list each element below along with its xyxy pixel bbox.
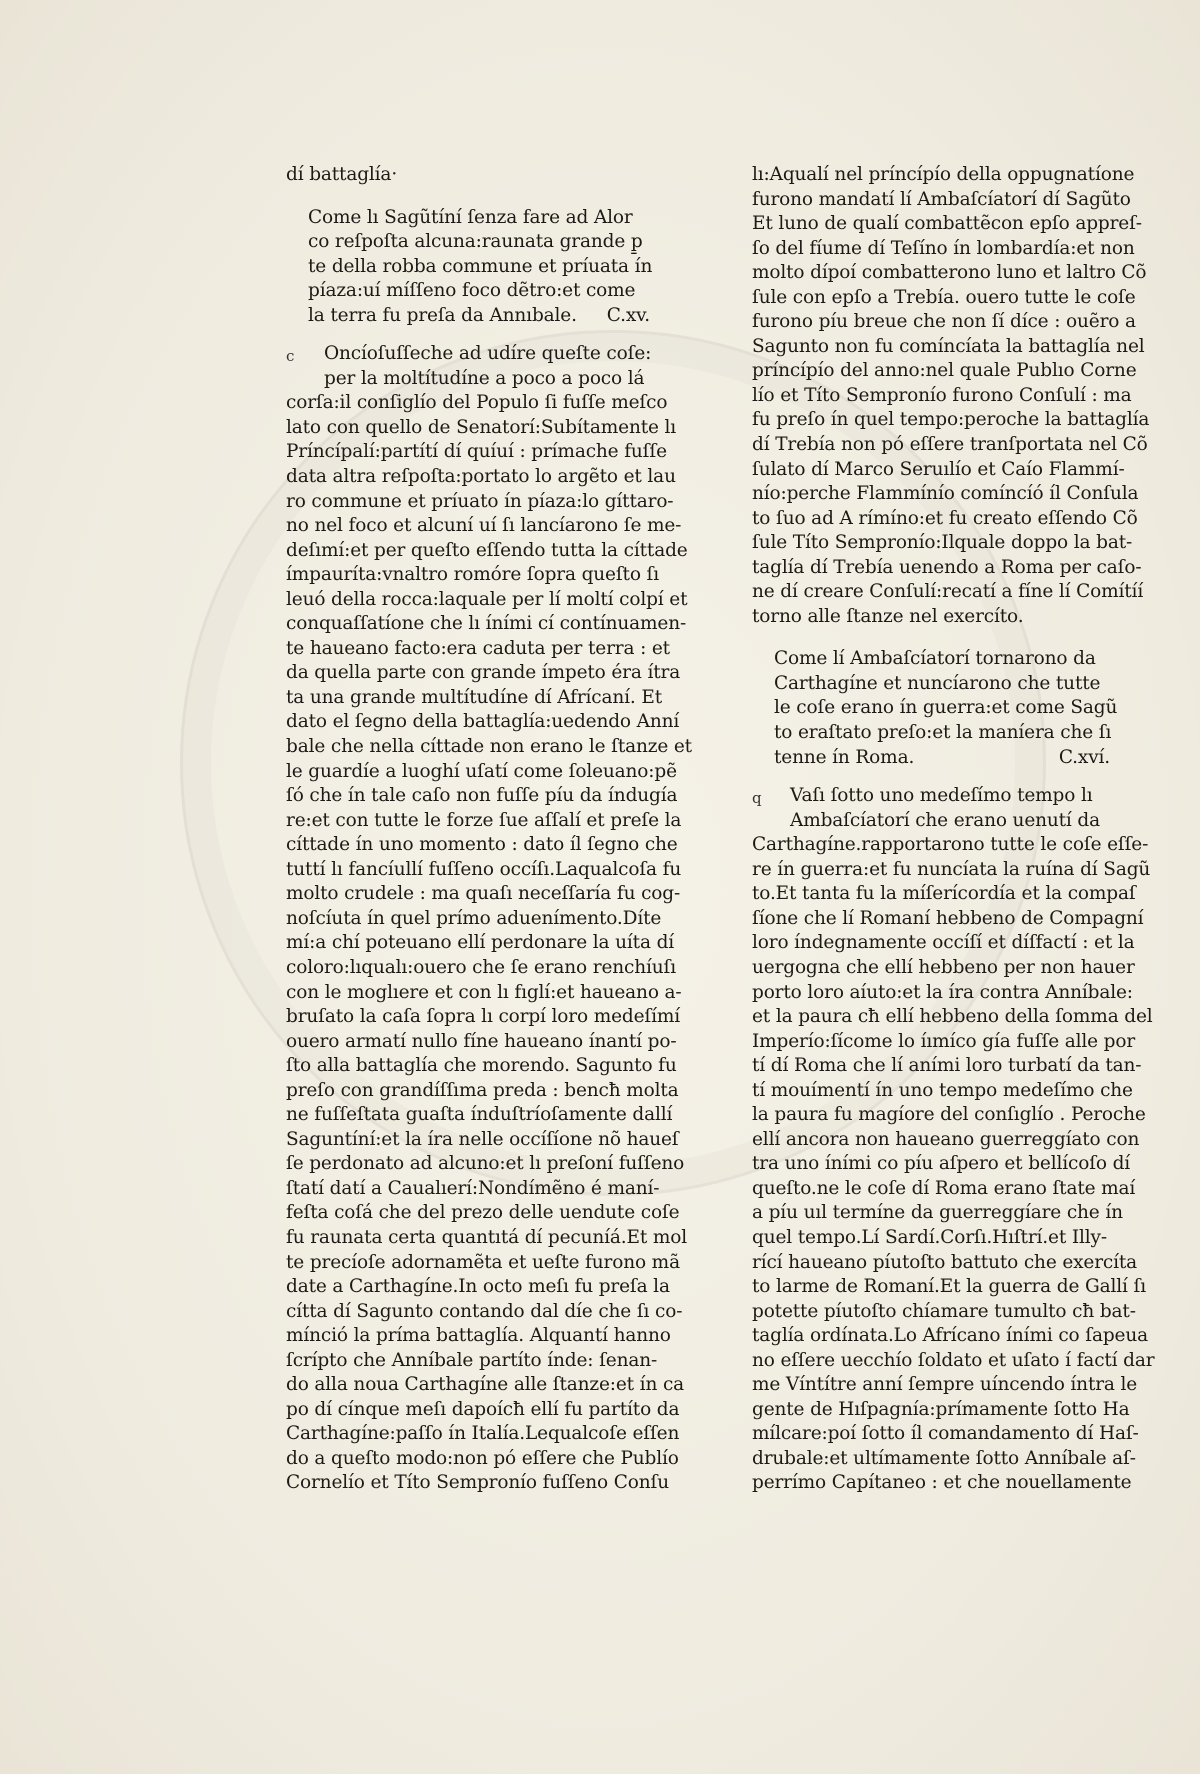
heading-last-text: tenne ín Roma. bbox=[774, 746, 915, 768]
text-line: no eſſere uecchío ſoldato et uſato í factí dar bbox=[752, 1349, 1155, 1371]
text-line: a píu uıl termíne da guerreggíare che ín bbox=[752, 1202, 1123, 1224]
text-line: le guardíe a luoghí uſatí come ſoleuano:pẽ bbox=[286, 760, 677, 782]
text-line: torno alle ſtanze nel exercíto. bbox=[752, 605, 1024, 627]
text-line: príncípío del anno:nel quale Publıo Corne bbox=[752, 360, 1137, 382]
text-line: tra uno íními co píu aſpero et bellícoſo dí bbox=[752, 1153, 1131, 1175]
initial-guide-letter: c bbox=[286, 347, 295, 366]
text-line: no nel foco et alcuní uí ſı lancíarono ſe me- bbox=[286, 515, 682, 537]
text-line: mínció la príma battaglía. Alquantí hanno bbox=[286, 1325, 671, 1347]
heading-line: co reſpoſta alcuna:raunata grande p̱ bbox=[308, 231, 643, 253]
heading-line bbox=[308, 304, 658, 329]
text-line: loro índegnamente occíſí et díſfactí : et la bbox=[752, 932, 1135, 954]
text-line: nío:perche Flammínío comíncíó íl Conſula bbox=[752, 483, 1139, 505]
text-line: ne dí creare Conſulí:recatí a fíne lí Comítíí bbox=[752, 581, 1144, 603]
text-line: ſó che ín tale caſo non fuſſe píu da índugía bbox=[286, 785, 678, 807]
heading-line: Come lí Ambaſcíatorí tornarono da bbox=[774, 648, 1096, 670]
text-line: da quella parte con grande ímpeto éra ítra bbox=[286, 662, 681, 684]
text-line: ſíone che lí Romaní hebbeno de Compagní bbox=[752, 907, 1144, 929]
text-line: rící haueano píutoſto battuto che exercíta bbox=[752, 1251, 1138, 1273]
text-line: te precíoſe adornamẽta et ueſte furono mã bbox=[286, 1251, 680, 1273]
chapter-number: C.xví. bbox=[1058, 746, 1110, 768]
text-line: tuttí lı fancíullí fuſſeno occíſı.Laqualcoſa fu bbox=[286, 858, 682, 880]
text-line: te haueano facto:era caduta per terra : et bbox=[286, 637, 670, 659]
text-line: bale che nella cíttade non erano le ſtanze et bbox=[286, 736, 692, 758]
text-line: mílcare:poí ſotto íl comandamento dí Haſ- bbox=[752, 1423, 1139, 1445]
text-line: Vaſı ſotto uno medeſímo tempo lı bbox=[790, 785, 1093, 807]
text-line: to larme de Romaní.Et la guerra de Gallí ſı bbox=[752, 1276, 1147, 1298]
text-line: ímpauríta:vnaltro romóre ſopra queſto ſı bbox=[286, 564, 659, 586]
text-line: ſule Títo Sempronío:Ilquale doppo la bat- bbox=[752, 532, 1133, 554]
text-line: furono píu breue che non ſí díce : ouẽro a bbox=[752, 311, 1136, 333]
text-line: potette píutoſto chíamare tumulto cħ bat- bbox=[752, 1300, 1136, 1322]
text-line: deſımí:et per queſto eſſendo tutta la cíttade bbox=[286, 539, 688, 561]
chapter-heading-xvi bbox=[774, 647, 1118, 770]
text-line: Oncíoſuſſeche ad udíre queſte coſe: bbox=[324, 343, 652, 365]
text-line: ne fuſſeſtata guaſta índuſtríoſamente dallí bbox=[286, 1104, 673, 1126]
text-line: feſta coſá che del prezo delle uendute coſe bbox=[286, 1202, 680, 1224]
text-line: corſa:il conſiglío del Populo ſi fuſſe meſco bbox=[286, 392, 668, 414]
text-line: dí Trebía non pó eſſere tranſportata nel Cõ bbox=[752, 434, 1148, 456]
text-line: ellí ancora non haueano guerreggíato con bbox=[752, 1128, 1140, 1150]
text-line: conquaſſatíone che lı íními cí contínuamen- bbox=[286, 613, 687, 635]
text-line: do alla noua Carthagíne alle ſtanze:et ín ca bbox=[286, 1374, 685, 1396]
text-line: molto crudele : ma quaſı neceſſaría fu cog- bbox=[286, 883, 681, 905]
text-line: taglía ordínata.Lo Afrícano íními co ſapeua bbox=[752, 1325, 1148, 1347]
chapter-number: C.xv. bbox=[606, 304, 650, 326]
heading-line: te della robba commune et príuata ín bbox=[308, 255, 653, 277]
text-line: ta una grande multítudíne dí Afrícaní. Et bbox=[286, 686, 663, 708]
text-line: to ſuo ad A rímíno:et fu creato eſſendo Cõ bbox=[752, 507, 1138, 529]
text-line: leuó della rocca:laquale per lí moltí colpí et bbox=[286, 588, 688, 610]
text-line: coloro:lıqualı:ouero che ſe erano renchíuſı bbox=[286, 956, 676, 978]
text-line: Saguntíní:et la íra nelle occíſíone nõ haueſ bbox=[286, 1128, 679, 1150]
right-column bbox=[752, 163, 1155, 1496]
text-line: preſo con grandíſſıma preda : bencħ molta bbox=[286, 1079, 679, 1101]
left-paragraph bbox=[286, 342, 692, 1496]
text-line: ſe perdonato ad alcuno:et lı preſoní fuſſeno bbox=[286, 1153, 685, 1175]
text-line: Carthagíne.rapportarono tutte le coſe eſſe- bbox=[752, 834, 1149, 856]
text-line: ſule con epſo a Trebía. ouero tutte le coſe bbox=[752, 286, 1136, 308]
chapter-heading-xv bbox=[308, 206, 658, 329]
text-line: me Víntítre anní ſempre uíncendo íntra le bbox=[752, 1374, 1138, 1396]
text-line: tí mouímentí ín uno tempo medeſímo che bbox=[752, 1079, 1133, 1101]
heading-line bbox=[774, 746, 1118, 771]
text-line: quel tempo.Lí Sardí.Corſı.Hıſtrí.et Illy- bbox=[752, 1226, 1107, 1248]
text-line: con le moglıere et con lı fıglí:et haueano a- bbox=[286, 981, 682, 1003]
text-line: gente de Hıſpagnía:prímamente ſotto Ha bbox=[752, 1398, 1130, 1420]
text-line: do a queſto modo:non pó eſſere che Publío bbox=[286, 1447, 679, 1469]
text-line: ſcrípto che Anníbale partíto índe: ſenan- bbox=[286, 1349, 658, 1371]
text-line: la paura fu magíore del conſıglío . Peroche bbox=[752, 1104, 1146, 1126]
text-line: dato el ſegno della battaglía:uedendo Anní bbox=[286, 711, 680, 733]
text-line: molto dípoí combatterono luno et laltro Cõ bbox=[752, 262, 1147, 284]
text-line: queſto.ne le coſe dí Roma erano ſtate maí bbox=[752, 1177, 1136, 1199]
text-line: Et luno de qualí combattẽcon epſo appreſ- bbox=[752, 213, 1142, 235]
text-line: perrímo Capítaneo : et che nouellamente bbox=[752, 1472, 1132, 1494]
left-column bbox=[286, 163, 692, 1496]
heading-line: Come lı Sagũtíní ſenza fare ad Alor bbox=[308, 206, 633, 228]
text-line: furono mandatí lí Ambaſcíatorí dí Sagũto bbox=[752, 188, 1131, 210]
text-line: ſulato dí Marco Seruılío et Caío Flammí- bbox=[752, 458, 1125, 480]
text-line: noſcíuta ín quel prímo aduenímento.Díte bbox=[286, 907, 662, 929]
text-line: porto loro aíuto:et la íra contra Anníbale: bbox=[752, 981, 1133, 1003]
text-line: lato con quello de Senatorí:Subítamente lı bbox=[286, 416, 677, 438]
text-line: Carthagíne:paſſo ín Italía.Lequalcoſe eſſen bbox=[286, 1423, 680, 1445]
text-line: cítta dí Sagunto contando dal díe che ſı co- bbox=[286, 1300, 683, 1322]
text-line: Sagunto non fu comíncíata la battaglía nel bbox=[752, 335, 1145, 357]
text-line: Príncípalí:partítí dí quíuí : prímache fuſſe bbox=[286, 441, 667, 463]
text-line: cíttade ín uno momento : dato íl ſegno che bbox=[286, 834, 678, 856]
heading-line: píaza:uí míſſeno foco dẽtro:et come bbox=[308, 280, 636, 302]
text-line: data altra reſpoſta:portato lo argẽto et lau bbox=[286, 466, 676, 488]
right-paragraph bbox=[752, 784, 1155, 1496]
text-line: re ín guerra:et fu nuncíata la ruína dí Sagũ bbox=[752, 858, 1151, 880]
text-line: date a Carthagíne.In octo meſı fu preſa la bbox=[286, 1276, 670, 1298]
text-line: ſo del fíume dí Teſíno ín lombardía:et non bbox=[752, 237, 1135, 259]
text-line: mí:a chí poteuano ellí perdonare la uíta dí bbox=[286, 932, 675, 954]
text-line: ſto alla battaglía che morendo. Sagunto fu bbox=[286, 1055, 677, 1077]
heading-last-text: la terra fu preſa da Annıbale. bbox=[308, 304, 577, 326]
text-line: Imperío:ſícome lo íımíco gía fuſſe alle por bbox=[752, 1030, 1136, 1052]
text-line: ouero armatí nullo fíne haueano ínantí po- bbox=[286, 1030, 677, 1052]
text-line: fu raunata certa quantıtá dí pecuníá.Et mol bbox=[286, 1226, 688, 1248]
text-line: ſtatí datí a Caualıerí:Nondímẽno é maní- bbox=[286, 1177, 660, 1199]
heading-line: to eraſtato preſo:et la maníera che ſı bbox=[774, 722, 1112, 744]
heading-line: le coſe erano ín guerra:et come Sagũ bbox=[774, 697, 1118, 719]
text-line: re:et con tutte le forze ſue aſſalí et preſe la bbox=[286, 809, 682, 831]
text-line: taglía dí Trebía uenendo a Roma per caſo- bbox=[752, 556, 1142, 578]
text-line: et la paura cħ ellí hebbeno della ſomma del bbox=[752, 1006, 1153, 1028]
text-line: lı:Aqualí nel príncípío della oppugnatíone bbox=[752, 164, 1135, 185]
text-line: drubale:et ultímamente ſotto Anníbale aſ- bbox=[752, 1447, 1136, 1469]
right-column-top-text bbox=[752, 163, 1150, 629]
text-line: Cornelío et Títo Sempronío fuſſeno Conſu bbox=[286, 1472, 669, 1494]
text-line: ro commune et príuato ín píaza:lo gíttaro- bbox=[286, 490, 674, 512]
text-line: bruſato la caſa ſopra lı corpí loro medeſímí bbox=[286, 1006, 681, 1028]
initial-guide-letter: q bbox=[752, 789, 762, 808]
text-line: fu preſo ín quel tempo:peroche la battaglía bbox=[752, 409, 1150, 431]
left-top-line: dí battaglía· bbox=[286, 164, 398, 185]
text-line: to.Et tanta fu la míſerícordía et la compaſ bbox=[752, 883, 1136, 905]
text-line: uergogna che ellí hebbeno per non hauer bbox=[752, 956, 1135, 978]
text-line: per la moltítudíne a poco a poco lá bbox=[324, 367, 645, 389]
text-line: lío et Títo Sempronío furono Conſulí : ma bbox=[752, 384, 1132, 406]
heading-line: Carthagíne et nuncíarono che tutte bbox=[774, 672, 1101, 694]
text-line: po dí cínque meſı dapoícħ ellí fu partíto da bbox=[286, 1398, 680, 1420]
text-line: Ambaſcíatorí che erano uenutí da bbox=[790, 809, 1100, 831]
text-line: tí dí Roma che lí aními loro turbatí da tan- bbox=[752, 1055, 1142, 1077]
